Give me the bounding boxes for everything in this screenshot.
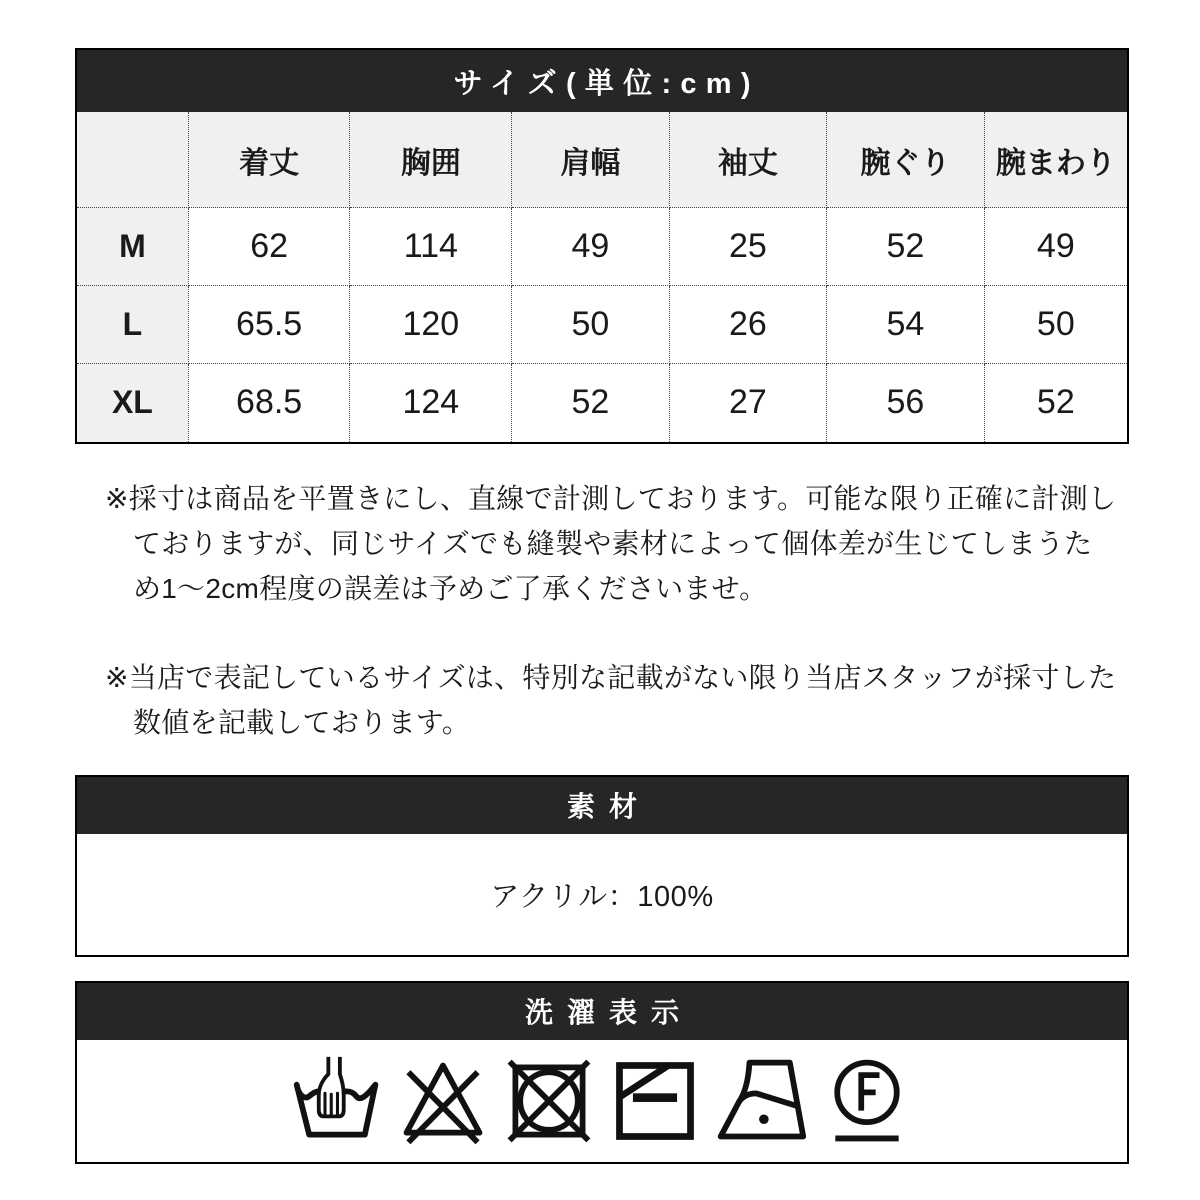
size-value-cell: 65.5	[188, 286, 350, 364]
size-table-header-row	[77, 112, 1127, 208]
material-value: アクリル：100%	[490, 880, 714, 913]
measurement-notes	[105, 476, 1117, 745]
size-value-cell: 62	[188, 208, 350, 286]
size-value-cell: 25	[669, 208, 827, 286]
size-value-cell: 49	[512, 208, 670, 286]
note-measurement-tolerance: ※採寸は商品を平置きにし、直線で計測しております。可能な限り正確に計測しておりますが、同じサイズでも縫製や素材によって個体差が生じてしまうため1〜2cm程度の誤差は予めご了承くださいませ。	[105, 482, 1117, 604]
size-table-title-bar	[77, 50, 1127, 112]
size-value-cell: 26	[669, 286, 827, 364]
column-header: 肩幅	[512, 112, 670, 208]
size-value-cell: 27	[669, 364, 827, 442]
care-symbols-row	[77, 1040, 1127, 1162]
material-section	[75, 775, 1129, 957]
note-staff-measured: ※当店で表記しているサイズは、特別な記載がない限り当店スタッフが採寸した数値を記載しております。	[105, 661, 1117, 738]
material-title: 素材	[566, 791, 651, 822]
column-header: 胸囲	[350, 112, 512, 208]
column-header: 腕ぐり	[827, 112, 985, 208]
do-not-bleach-icon	[395, 1053, 491, 1149]
size-label: XL	[77, 364, 188, 442]
size-value-cell: 52	[827, 208, 985, 286]
do-not-tumble-dry-icon	[501, 1053, 597, 1149]
size-value-cell: 114	[350, 208, 512, 286]
column-header: 腕まわり	[984, 112, 1127, 208]
flat-dry-in-shade-icon	[607, 1053, 703, 1149]
dry-clean-petroleum-gentle-icon	[819, 1053, 915, 1149]
size-label: L	[77, 286, 188, 364]
size-table-section	[75, 48, 1129, 444]
size-value-cell: 49	[984, 208, 1127, 286]
corner-cell	[77, 112, 188, 208]
size-value-cell: 52	[512, 364, 670, 442]
iron-low-heat-icon	[713, 1053, 809, 1149]
size-value-cell: 124	[350, 364, 512, 442]
care-section	[75, 981, 1129, 1164]
care-title: 洗濯表示	[524, 997, 693, 1028]
table-row	[77, 208, 1127, 286]
material-title-bar	[77, 777, 1127, 834]
size-value-cell: 52	[984, 364, 1127, 442]
size-value-cell: 120	[350, 286, 512, 364]
size-table	[77, 112, 1127, 442]
size-value-cell: 50	[984, 286, 1127, 364]
column-header: 着丈	[188, 112, 350, 208]
size-value-cell: 50	[512, 286, 670, 364]
size-value-cell: 54	[827, 286, 985, 364]
size-table-title: サイズ(単位:cm)	[453, 67, 760, 100]
size-label: M	[77, 208, 188, 286]
hand-wash-icon	[289, 1053, 385, 1149]
size-table-body	[77, 208, 1127, 442]
column-header: 袖丈	[669, 112, 827, 208]
table-row	[77, 364, 1127, 442]
care-title-bar	[77, 983, 1127, 1040]
size-value-cell: 56	[827, 364, 985, 442]
table-row	[77, 286, 1127, 364]
size-value-cell: 68.5	[188, 364, 350, 442]
